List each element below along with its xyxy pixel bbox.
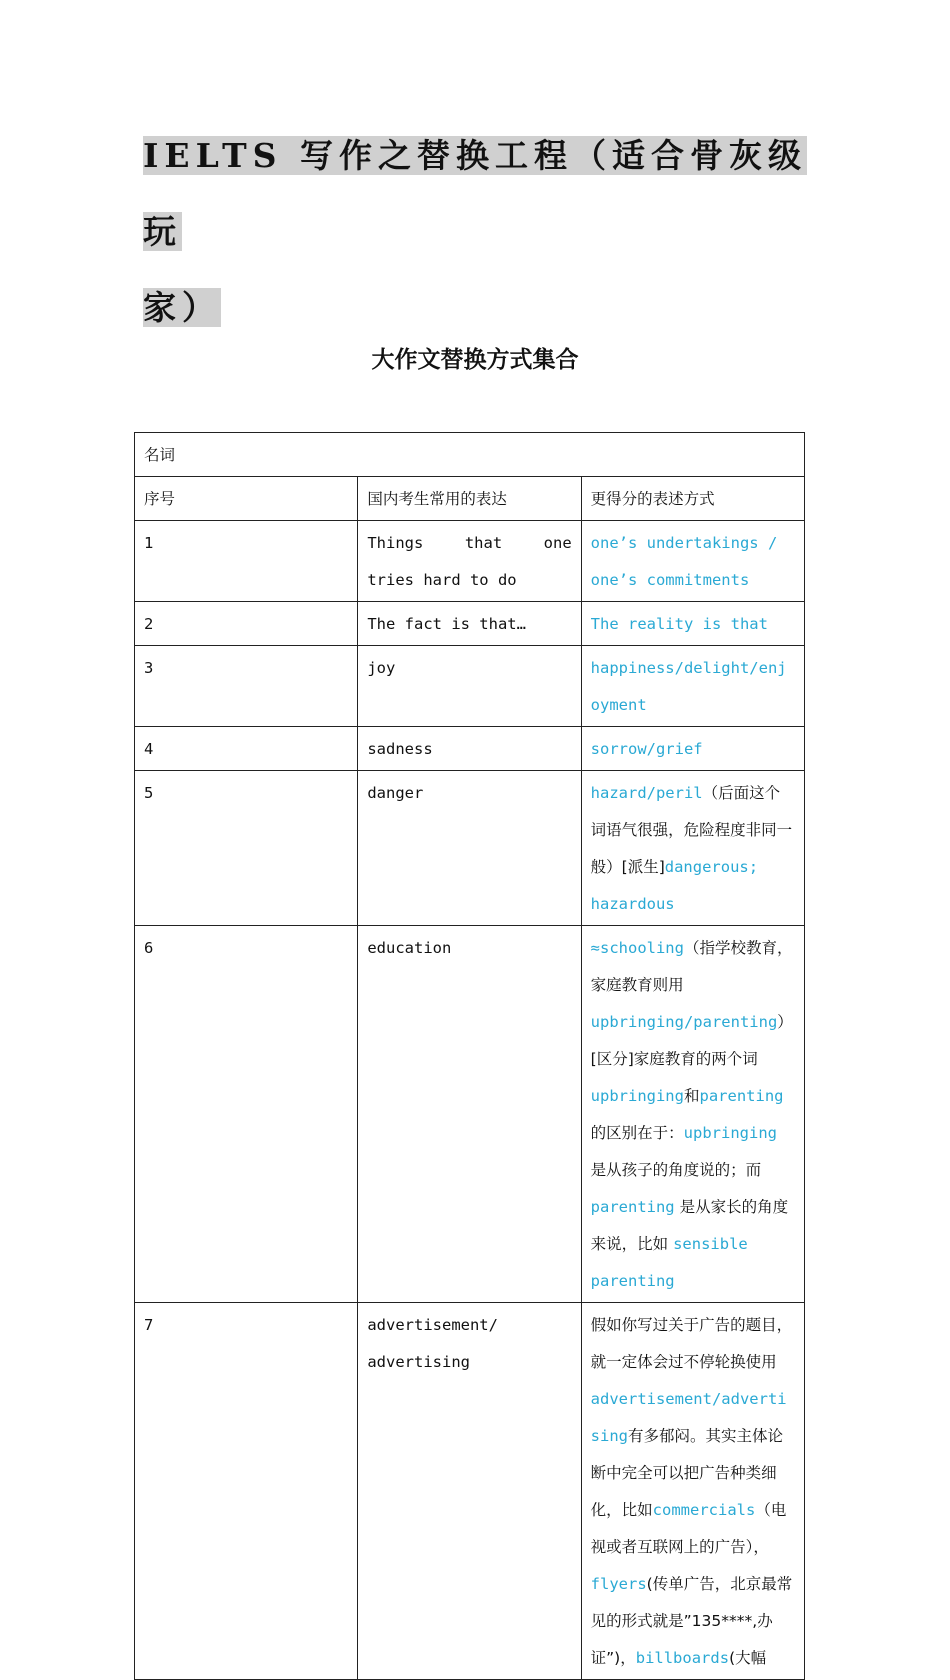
chinese-note: (大幅 (729, 1649, 767, 1667)
table-row (135, 771, 805, 926)
row-better (581, 771, 804, 926)
section-heading: 大作文替换方式集合 (371, 347, 579, 373)
chinese-note: 假如你写过关于广告的题目，就一定体会过不停轮换使用 (590, 1316, 793, 1371)
table-row (135, 646, 805, 727)
english-term: hazard/peril (590, 784, 703, 802)
english-term: parenting (699, 1087, 784, 1105)
row-common: advertisement/ advertising (358, 1303, 581, 1680)
row-num: 6 (135, 926, 358, 1303)
chinese-note: （指学校教育，家庭教育则用 (590, 939, 793, 994)
row-common: joy (358, 646, 581, 727)
table-row (135, 1303, 805, 1680)
english-term: parenting (590, 1198, 675, 1216)
chinese-note: 的区别在于： (590, 1124, 684, 1142)
title-line1: 写作之替换工程（适合骨灰级玩 (143, 136, 807, 251)
row-common: education (358, 926, 581, 1303)
row-common-line: tries hard to do (367, 571, 517, 589)
header-common: 国内考生常用的表达 (358, 477, 581, 521)
table-row (135, 727, 805, 771)
english-term: flyers (590, 1575, 647, 1593)
row-common: The fact is that… (358, 602, 581, 646)
english-term: upbringing (590, 1087, 684, 1105)
row-common-line: Things that one (367, 534, 572, 552)
chinese-note: 和 (683, 1087, 700, 1105)
replacement-table (134, 432, 805, 1680)
english-term: happiness/delight/enjoyment (590, 659, 787, 714)
english-term: ≈schooling (590, 939, 684, 957)
row-num: 1 (135, 521, 358, 602)
chinese-note: 是从家长的角度来说，比如 (590, 1198, 789, 1253)
row-better (581, 521, 804, 602)
row-num: 4 (135, 727, 358, 771)
row-better (581, 926, 804, 1303)
english-term: billboards (635, 1649, 730, 1667)
english-term: advertisement/advertising (590, 1390, 787, 1445)
english-term: dangerous; hazardous (590, 858, 759, 913)
title-line2: 家） (143, 288, 221, 327)
table-section-label: 名词 (135, 433, 805, 477)
chinese-note: （后面这个词语气很强，危险程度非同一般）[派生] (590, 784, 793, 876)
row-better (581, 727, 804, 771)
table-row (135, 602, 805, 646)
table-header-row (135, 477, 805, 521)
chinese-note: 有多郁闷。其实主体论断中完全可以把广告种类细化，比如 (590, 1427, 783, 1519)
table-row (135, 521, 805, 602)
english-term: one’s undertakings / one’s commitments (590, 534, 778, 589)
row-better (581, 1303, 804, 1680)
english-term: The reality is that (590, 615, 768, 633)
title-highlight: IELTS (143, 136, 283, 175)
row-num: 3 (135, 646, 358, 727)
document-title (143, 118, 813, 346)
row-common: sadness (358, 727, 581, 771)
english-term: commercials (652, 1501, 756, 1519)
row-better (581, 602, 804, 646)
header-num: 序号 (135, 477, 358, 521)
english-term: sorrow/grief (590, 740, 703, 758)
header-better: 更得分的表述方式 (581, 477, 804, 521)
row-num: 5 (135, 771, 358, 926)
chinese-note: (传单广告，北京最常见的形式就是”135****,办证”)， (590, 1575, 793, 1667)
row-common: danger (358, 771, 581, 926)
chinese-note: 是从孩子的角度说的；而 (590, 1161, 762, 1179)
english-term: upbringing (683, 1124, 777, 1142)
english-term: sensible parenting (590, 1235, 748, 1290)
english-term: upbringing/parenting (590, 1013, 778, 1031)
row-common (358, 521, 581, 602)
table-row (135, 926, 805, 1303)
row-better (581, 646, 804, 727)
chinese-note: （电视或者互联网上的广告）， (590, 1501, 787, 1556)
chinese-note: ）[区分]家庭教育的两个词 (590, 1013, 793, 1068)
row-num: 7 (135, 1303, 358, 1680)
row-num: 2 (135, 602, 358, 646)
